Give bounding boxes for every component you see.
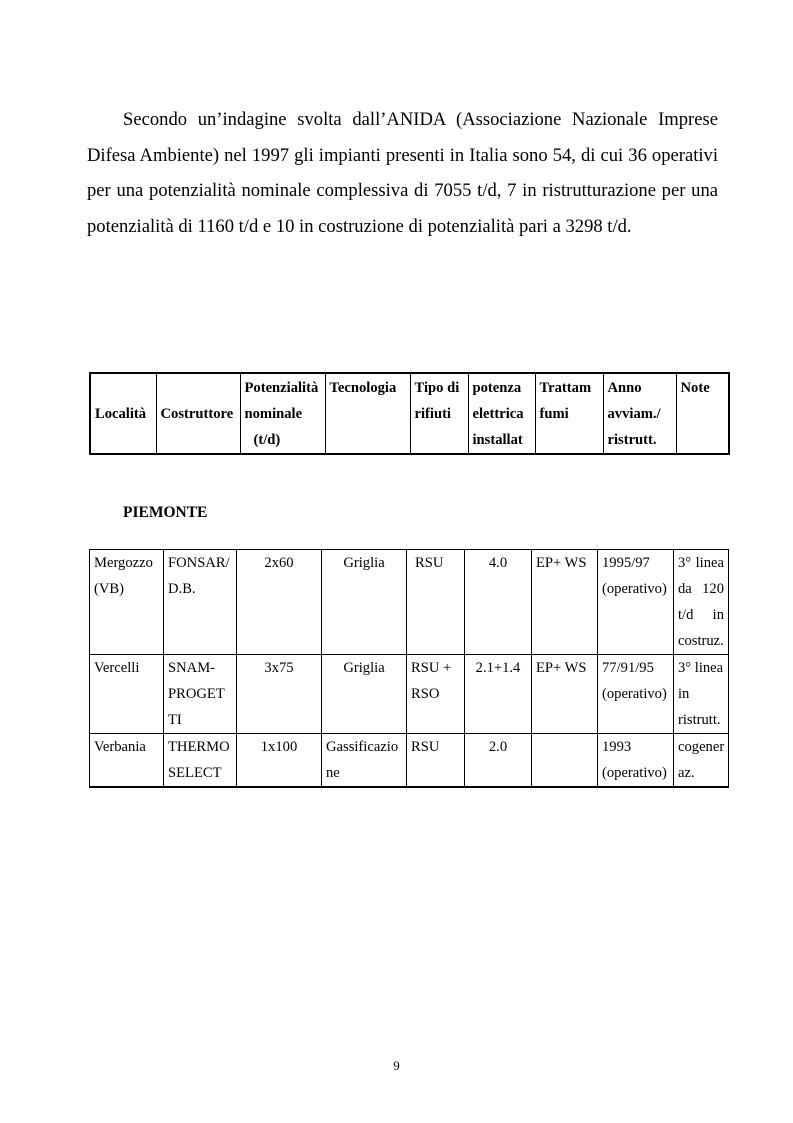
header-anno xyxy=(603,373,676,454)
header-potenzialita-line: Potenzialità xyxy=(244,380,319,396)
cell-line: 3° linea xyxy=(678,660,724,676)
cell-line: SELECT xyxy=(168,765,222,781)
cell-tipo xyxy=(407,550,465,655)
cell-line: in xyxy=(678,686,690,702)
cell-line: Vercelli xyxy=(94,660,140,676)
cell-line: Gassificazio xyxy=(326,739,399,755)
cell-trattam: EP+ WS xyxy=(532,550,598,655)
data-table xyxy=(89,549,729,788)
header-trattam-line: fumi xyxy=(539,406,569,422)
cell-line: az. xyxy=(678,765,695,781)
cell-line: 3° linea xyxy=(678,555,724,571)
cell-note xyxy=(674,655,729,734)
cell-line: 1993 xyxy=(602,739,632,755)
header-localita: Località xyxy=(90,373,156,454)
cell-tipo xyxy=(407,734,465,788)
cell-line: Verbania xyxy=(94,739,146,755)
cell-localita xyxy=(90,734,164,788)
cell-line: ne xyxy=(326,765,340,781)
cell-anno xyxy=(598,734,674,788)
cell-line: Mergozzo xyxy=(94,555,153,571)
header-potenzialita-line: (t/d) xyxy=(253,432,281,448)
cell-trattam xyxy=(532,734,598,788)
cell-line: (operativo) xyxy=(602,686,667,702)
header-note: Note xyxy=(676,373,729,454)
cell-line: cogener xyxy=(678,739,725,755)
header-costruttore: Costruttore xyxy=(156,373,240,454)
cell-costruttore xyxy=(164,550,237,655)
cell-line: 77/91/95 xyxy=(602,660,654,676)
header-table xyxy=(89,372,730,455)
header-trattam xyxy=(535,373,603,454)
region-title: PIEMONTE xyxy=(123,504,208,521)
cell-potenza: 4.0 xyxy=(465,550,532,655)
header-anno-line: ristrutt. xyxy=(607,432,657,448)
cell-line: costruz. xyxy=(678,633,724,649)
header-tipo-line: rifiuti xyxy=(414,406,451,422)
cell-potenza: 2.0 xyxy=(465,734,532,788)
cell-line: ristrutt. xyxy=(678,712,721,728)
header-potenza-line: installat xyxy=(472,432,523,448)
table-row xyxy=(90,655,729,734)
cell-line: PROGET xyxy=(168,686,225,702)
cell-tecnologia: Griglia xyxy=(322,550,407,655)
header-potenza xyxy=(468,373,535,454)
header-tecnologia: Tecnologia xyxy=(325,373,410,454)
table-row xyxy=(90,734,729,788)
page-number: 9 xyxy=(393,1058,400,1073)
cell-costruttore xyxy=(164,734,237,788)
cell-anno xyxy=(598,655,674,734)
cell-line: RSU xyxy=(411,739,440,755)
header-potenzialita-line: nominale xyxy=(244,406,303,422)
cell-line: D.B. xyxy=(168,581,196,597)
cell-line: (operativo) xyxy=(602,581,667,597)
header-tipo-rifiuti xyxy=(410,373,468,454)
cell-tecnologia xyxy=(322,734,407,788)
cell-line: THERMO xyxy=(168,739,230,755)
cell-line: 1995/97 xyxy=(602,555,650,571)
cell-line: TI xyxy=(168,712,182,728)
cell-note xyxy=(674,550,729,655)
header-tipo-line: Tipo di xyxy=(414,380,460,396)
cell-line: RSU + xyxy=(411,660,452,676)
cell-line: RSO xyxy=(411,686,440,702)
cell-line: RSU xyxy=(415,555,444,571)
header-potenza-line: elettrica xyxy=(472,406,524,422)
table-row xyxy=(90,550,729,655)
cell-note xyxy=(674,734,729,788)
cell-potenzialita: 1x100 xyxy=(237,734,322,788)
cell-line: SNAM- xyxy=(168,660,216,676)
header-potenza-line: potenza xyxy=(472,380,522,396)
cell-line: t/d in xyxy=(678,607,724,623)
cell-line: da 120 xyxy=(678,581,724,597)
cell-potenza: 2.1+1.4 xyxy=(465,655,532,734)
cell-potenzialita: 2x60 xyxy=(237,550,322,655)
intro-paragraph: Secondo un’indagine svolta dall’ANIDA (Associazione Nazionale Imprese Difesa Ambiente) nel 1997 gli impianti presenti in Italia sono 54, di cui 36 operativi per una potenzialità nominale complessiva di 7055 t/d, 7 in ristrutturazione per una potenzialità di 1160 t/d e 10 in costruzione di potenzialità pari a 3298 t/d. xyxy=(87,109,718,237)
header-trattam-line: Trattam xyxy=(539,380,592,396)
cell-localita xyxy=(90,550,164,655)
cell-line: FONSAR/ xyxy=(168,555,230,571)
cell-localita xyxy=(90,655,164,734)
cell-line: (operativo) xyxy=(602,765,667,781)
cell-anno xyxy=(598,550,674,655)
cell-costruttore xyxy=(164,655,237,734)
cell-tipo xyxy=(407,655,465,734)
header-anno-line: avviam./ xyxy=(607,406,661,422)
cell-line: (VB) xyxy=(94,581,124,597)
cell-potenzialita: 3x75 xyxy=(237,655,322,734)
header-potenzialita xyxy=(240,373,325,454)
header-anno-line: Anno xyxy=(607,380,642,396)
cell-tecnologia: Griglia xyxy=(322,655,407,734)
cell-trattam: EP+ WS xyxy=(532,655,598,734)
